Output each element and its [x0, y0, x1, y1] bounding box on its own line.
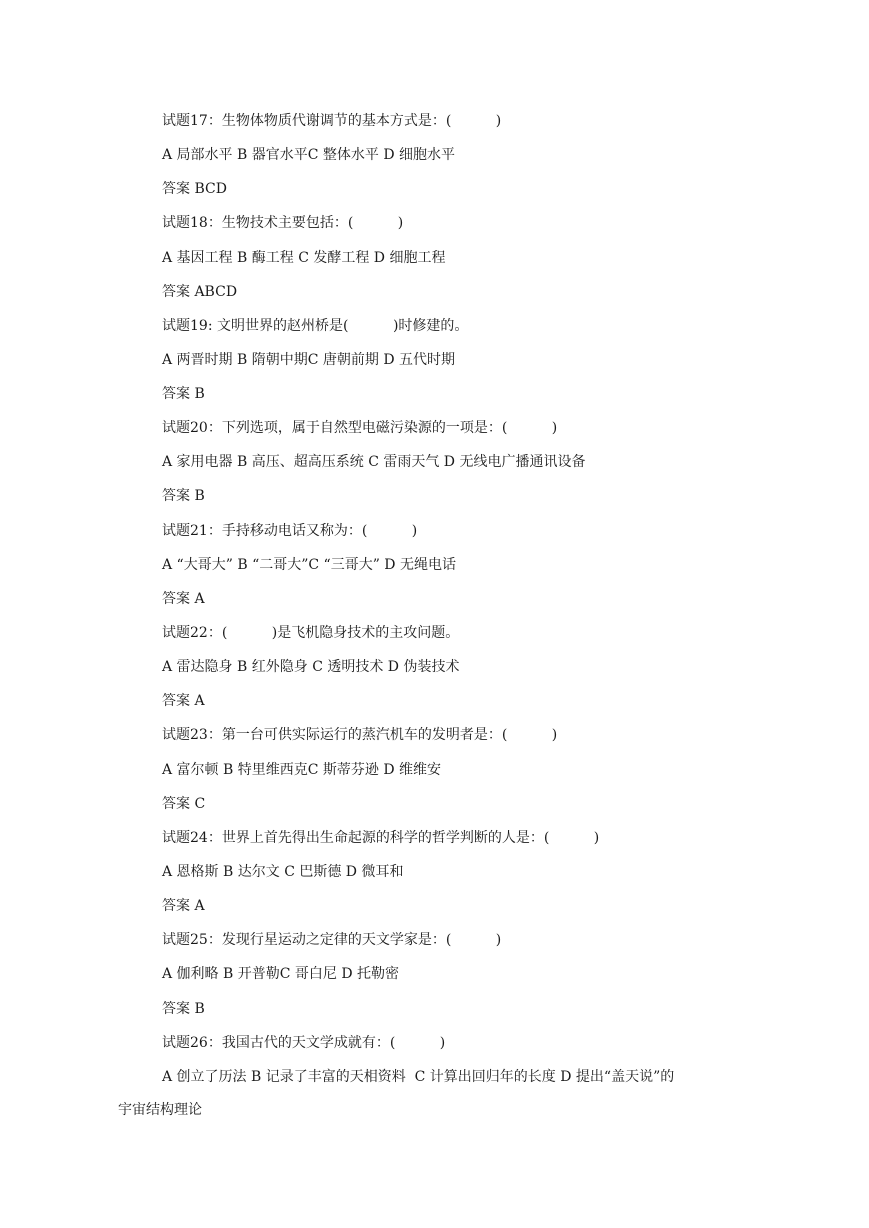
question-19-answer: 答案 B [162, 386, 205, 402]
question-22-options: A 雷达隐身 B 红外隐身 C 透明技术 D 伪装技术 [162, 659, 460, 675]
question-18-options: A 基因工程 B 酶工程 C 发酵工程 D 细胞工程 [162, 250, 446, 266]
question-19-text: 试题19: 文明世界的赵州桥是( )时修建的。 [162, 318, 469, 334]
question-25-options: A 伽利略 B 开普勒C 哥白尼 D 托勒密 [162, 966, 400, 982]
question-24-text: 试题24：世界上首先得出生命起源的科学的哲学判断的人是：( ) [162, 830, 600, 846]
question-20-answer: 答案 B [162, 488, 205, 504]
question-25-answer: 答案 B [162, 1001, 205, 1017]
question-18-answer: 答案 ABCD [162, 284, 238, 300]
question-22-text: 试题22：( )是飞机隐身技术的主攻问题。 [162, 625, 460, 641]
question-26-options-continued: 宇宙结构理论 [118, 1102, 202, 1118]
question-19-options: A 两晋时期 B 隋朝中期C 唐朝前期 D 五代时期 [162, 352, 456, 368]
question-24-options: A 恩格斯 B 达尔文 C 巴斯德 D 微耳和 [162, 864, 404, 880]
question-23-text: 试题23：第一台可供实际运行的蒸汽机车的发明者是：( ) [162, 727, 558, 743]
question-23-answer: 答案 C [162, 796, 206, 812]
question-17-options: A 局部水平 B 器官水平C 整体水平 D 细胞水平 [162, 147, 456, 163]
question-21-text: 试题21：手持移动电话又称为：( ) [162, 523, 418, 539]
question-17-answer: 答案 BCD [162, 181, 227, 197]
question-21-options: A “大哥大” B “二哥大”C “三哥大” D 无绳电话 [162, 557, 456, 573]
question-24-answer: 答案 A [162, 898, 205, 914]
question-26-options: A 创立了历法 B 记录了丰富的天相资料 C 计算出回归年的长度 D 提出“盖天说”的 [162, 1069, 675, 1085]
question-26-text: 试题26：我国古代的天文学成就有：( ) [162, 1035, 446, 1051]
question-22-answer: 答案 A [162, 693, 205, 709]
question-23-options: A 富尔顿 B 特里维西克C 斯蒂芬逊 D 维维安 [162, 762, 442, 778]
question-20-options: A 家用电器 B 高压、超高压系统 C 雷雨天气 D 无线电广播通讯设备 [162, 454, 586, 470]
question-18-text: 试题18：生物技术主要包括：( ) [162, 215, 404, 231]
question-21-answer: 答案 A [162, 591, 205, 607]
question-17-text: 试题17：生物体物质代谢调节的基本方式是：( ) [162, 113, 502, 129]
question-20-text: 试题20：下列选项，属于自然型电磁污染源的一项是：( ) [162, 420, 558, 436]
question-25-text: 试题25：发现行星运动之定律的天文学家是：( ) [162, 932, 502, 948]
